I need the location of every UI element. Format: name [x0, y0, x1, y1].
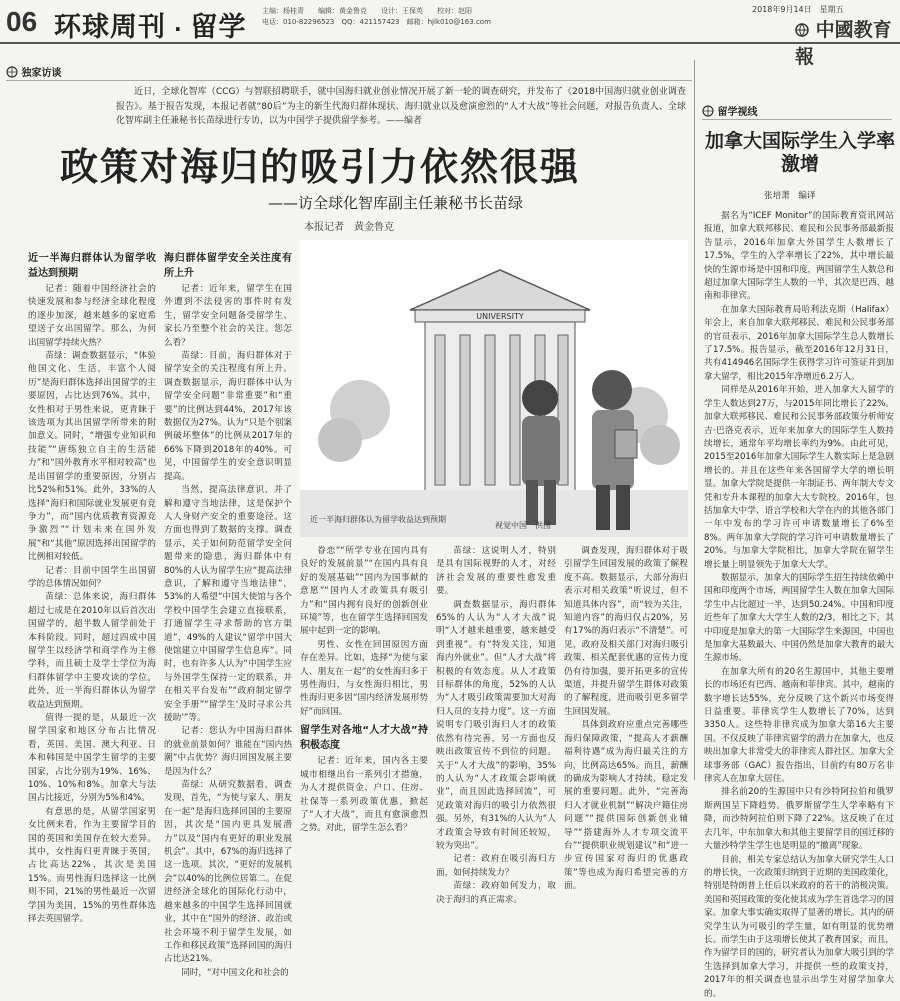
newspaper-name: 中國教育報	[795, 19, 892, 68]
divider	[702, 119, 892, 120]
paragraph: 记者：政府在吸引海归方面，如何持续发力？	[436, 854, 556, 878]
tag-label: 独家访谈	[21, 68, 62, 79]
paragraph: 记者：目前中国学生出国留学的总体情况如何？	[28, 565, 156, 589]
paragraph: 男性、女性在回国原因方面存在差异。比如，选择“为使与家人、朋友在一起”的女性海归多于男性海归，与女性海归相比，男性海归更多因“国内经济发展形势好”而回国。	[300, 639, 428, 717]
paragraph: 同时，“对中国文化和社会的	[181, 967, 289, 978]
section-heading: 近一半海归群体认为留学收益达到预期	[28, 253, 156, 279]
paragraph: 眷恋”“所学专业在国内具有良好的发展前景”“在国内具有良好的发展基础”“国内为国事献的意愿”“国内人才政策具有吸引力”和“国内拥有良好的创新创业环境”等，也在留学生选择回国发展中起到一定的影响。	[300, 546, 428, 637]
section-heading: 留学生对各地“人才大战”持积极态度	[300, 725, 428, 752]
paragraph: 具体到政府应重点完善哪些海归保障政策，“提高人才薪酬福利待遇”成为海归最关注的方向，比例高达65%。而且，薪酬的确成为影响人才持续、稳定发展的重要问题。此外，“完善海归人才就业机制”“解决户籍住房问题”“提供国际创新创业辅导”“搭建海外人才专项交流平台”“提供职业规划建议”和“进一步宣传国家对海归的优惠政策”等也成为海归希望完善的方面。	[564, 720, 688, 892]
editor-info	[262, 6, 522, 28]
page-number: 06	[6, 6, 38, 37]
editor-line: 主编：杨桂青 编辑：黄金鲁克 设计：王保英 校对：赵阳	[262, 7, 472, 15]
sidebar-tag-label: 留学视线	[717, 107, 758, 118]
exclusive-interview-tag	[6, 64, 61, 79]
paragraph: 记者：近年来，留学生在国外遭到不法侵害的事件时有发生，留学安全问题备受留学生、家长乃至整个社会的关注。您怎么看？	[164, 284, 292, 348]
paragraph: 调查数据显示，海归群体65%的人认为“人才大战”说明“人才越来越重要，越来越受到重视”。有“特发关注，知道海内外就业”。但“人才大战”将积极的有效态度。从人才政策目标群体的角度，52%的人认为“人才吸引政策需要加大对海归人员的支持力度”。这一方面说明专门吸引海归人才的政策依然有待完善，另一方面也反映出政策宣传不到位的问题。关于“人才大战”的影响，35%的人认为“人才政策会影响就业”，而且因此选择回流”，可见政策对海归的吸引力依然很强。另外，有31%的人认为“人才政策会导致有时间还较短，较为突出”。	[436, 599, 556, 851]
paragraph: 调查发现，海归群体对于吸引留学生回国发展的政策了解程度不高。数据显示，大部分海归表示对相关政策“听说过，但不知道具体内容”，而“较为关注，知道内容”的海归仅占20%，另有17%的海归表示“不清楚”。可见，政府及相关部门对海归吸引政策、相关配套优惠的宣传力度仍有待加强，要开拓更多的宣传渠道，并提升留学生群体对政策的了解程度，进而吸引更多留学生回国发展。	[564, 546, 688, 717]
sidebar-tag	[702, 103, 757, 118]
issue-date: 2018年9月14日 星期五	[752, 5, 844, 14]
paragraph: 当然，提高法律意识，并了解和遵守当地法律，这是保护个人人身财产安全的重要途径。这方面也得到了数据的支撑。调查显示，关于如何防范留学安全问题带来的隐患，海归群体中有80%的人认为留学生应“提高法律意识，了解和遵守当地法律”，53%的人希望“中国大使馆与各个学校中国学生会建立直接联系，打通留学生寻求帮助的官方渠道”，49%的人建议“留学中国大使馆建立中国留学生信息库”。同时，也有许多人认为“中国学生应与外国学生保持一定的联系，并在相关平台发布”“政府制定留学安全手册”“留学生‘及时寻求公共援助’”等。	[164, 485, 292, 723]
paragraph: 苗绿：目前，海归群体对于留学安全的关注程度有所上升。调查数据显示，海归群体中认为留学安全问题“非常重要”和“重要”的比例达到44%，2017年该数据仅为27%。认为“只是个别案例破坏整体”的比例从2017年的66%下降到2018年的40%。可见，中国留学生的安全意识明显提高。	[164, 351, 292, 482]
paragraph: 值得一提的是，从最近一次留学国家和地区分布占比情况看，英国、美国、澳大利亚、日本和韩国是中国学生留学的主要国家，占比分别为19%、16%、10%、10%和8%。加拿大与法国占比接近，分别为5%和4%。	[28, 713, 156, 804]
column-5	[564, 545, 688, 892]
section-title: 环球周刊 · 留学	[54, 12, 247, 43]
masthead	[0, 0, 900, 68]
paragraph: 有意思的是，从留学国家男女比例来看，作为主要留学目的国的英国和美国存在较大差异。其中，女性海归更青睐于英国，占比高达22%，其次是美国15%。而男性海归选择这一比例则不同，21%的男性最近一次留学国为美国，15%的男性群体选择去英国留学。	[28, 806, 156, 925]
column-3	[300, 545, 428, 834]
article-intro: 近日，全球化智库（CCG）与智联招聘联手，就中国海归就业创业情况开展了新一轮的调查研究，并发布了《2018中国海归就业创业调查报告》。基于报告发现，本报记者就“80后”为主的新生代海归群体现状、海归就业以及愈演愈烈的“人才大战”等社会问题，对报告负责人、全球化智库副主任兼秘书长苗绿进行专访，以为中国学子提供留学参考。——编者	[116, 87, 686, 126]
sidebar-title: 加拿大国际学生入学率激增	[704, 130, 895, 175]
paragraph: 记者：您认为中国海归群体的就业前景如何？谁能在“国内热潮”中占优势？海归回国发展主要是因为什么？	[164, 726, 292, 777]
byline: 本报记者 黄金鲁克	[304, 222, 394, 233]
globe-icon	[702, 105, 714, 117]
university-illustration	[300, 240, 688, 537]
section-suffix: 留学	[190, 12, 247, 43]
paragraph: 据名为“ICEF Monitor”的国际教育资讯网站报道，加拿大联邦移民、难民和公民事务部最新报告显示，2016年加拿大外国学生人数增长了17.5%，学生的入学率增长了22%，其中增长最快的生源市场是中国和印度，两国留学生人数总和超过加拿大国际学生人数的一半，其次是巴西、越南和菲律宾。	[704, 211, 894, 302]
illustration-caption: 近一半海归群体认为留学收益达到预期	[310, 515, 446, 524]
paragraph: 苗绿：总体来说，海归群体超过七成是在2010年以后首次出国留学的，超半数人留学前处于本科阶段。同时，超过四成中国留学生以经济学和商学作为主修学科，而且硕士及学士学位为海归群体留学中主要攻读的学位。此外，近一半海归群体认为留学收益达到预期。	[28, 592, 156, 710]
globe-icon	[795, 23, 809, 37]
paragraph: 数据显示，加拿大的国际学生招生持续依赖中国和印度两个市场，两国留学生人数在加拿大国际学生中占比超过一半，达到50.24%。中国和印度近些年了加拿大大学生人数的2/3，相比之下，其中印度是加拿大的第一大国际学生来源国，中国也是加拿大基数最大、中国仍然是加拿大教育的最大生源市场。	[704, 572, 894, 664]
column-divider	[694, 60, 695, 780]
university-banner: UNIVERSITY	[476, 312, 524, 321]
paragraph: 记者：随着中国经济社会的快速发展和参与经济全球化程度的逐步加深，越来越多的家庭希望送子女出国留学。那么，为何出国留学持续火热？	[28, 284, 156, 348]
globe-icon	[6, 66, 18, 78]
column-1	[28, 247, 156, 925]
column-2	[164, 247, 292, 978]
paragraph: 目前，相关专家总结认为加拿大研究学生人口的增长快，一次政策归纳到于近期的美国政策化，特别是特朗普上任后以来政府的若干的消极决策。美国和英国政策的变化使其成为学生首选学习的国家。加拿大事实确实取得了显著的增长。其内的研究学生认为可吸引的学生量，如有明显的优势增长。而学生由于这项增长使其了教育国家，而且，作为留学目的国的，研究者认为加拿大吸引到的学生选择到加拿大学习，并提供一些的政策支持，2017年的相关调查也显示出学生对留学加拿大的。	[704, 854, 894, 999]
paragraph: 苗绿：这说明人才，特别是具有国际视野的人才，对经济社会发展的重要性愈发重要。	[436, 546, 556, 597]
paragraph: 苗绿：从研究数据看，调查发现，首先，“为使与家人、朋友在一起”是海归选择回国的主要原因，其次是“国内更具发展潜力”以及“国内有更好的职业发展机会”。其中，67%的海归选择了这一选项。其次，“更好的发展机会”以40%的比例位居第二。在促进经济全球化的国际化行动中，越来越多的中国学生选择回国就业，其中在“国外的经济、政治或社会环境不利于留学生发展，如工作和移民政策”选择回国的海归占比达21%。	[164, 780, 292, 965]
section-name: 环球周刊	[54, 12, 166, 43]
paragraph: 苗绿：调查数据显示，“体验他国文化、生活，丰富个人阅历”是海归群体选择出国留学的主要原因，占比达到76%。其中，女性相对于男性来说，更青睐于该选项为其出国留学所带来的附加意义。同时，“增强专业知识和技能”“唐练独立自主的生活能力”和“国外教育水平相对较高”也是出国留学的重要原因，分别占比52%和51%。此外，33%的人选择“海归和国际就业发展更有竞争力”，而“国内优质教育资源竞争激烈”“计划未来在国外发展”和“其他”原因选择出国留学的比例相对较低。	[28, 351, 156, 563]
section-heading: 海归群体留学安全关注度有所上升	[164, 253, 292, 279]
sidebar-author: 张培萧 编译	[764, 191, 816, 201]
paragraph: 苗绿：政府如何发力，取决于海归的真正需求。	[436, 881, 556, 905]
sidebar-body	[704, 210, 894, 999]
subheadline: ——访全球化智库副主任兼秘书长苗绿	[268, 194, 524, 212]
paragraph: 在加拿大国际教育局哈利法克斯（Halifax）年会上，来自加拿大联邦移民、难民和公民事务部的官员表示，2016年加拿大国际学生总人数增长了17.5%。报告显示，截至2016年12月31日，共有414946名国际学生获得学习许可签证并到加拿大留学，相比2015年净增近6.2万人。	[704, 304, 894, 382]
contact-line: 电话：010-82296523 QQ：421157423 邮箱：hjlk010@163.com	[262, 18, 491, 26]
paragraph: 排名前20的生源国中只有沙特阿拉伯和俄罗斯两国呈下降趋势。俄罗斯留学生人学率略有下降，而沙特阿拉伯则下降了22%。这反映了在过去几年，中东加拿大和其他主要留学目的国迁移的大量沙特学生学生也是明显的“撤离”现象。	[704, 787, 894, 852]
paragraph: 同样是从2016年开始，进入加拿大人留学的学生人数达到27万，与2015年同比增长了22%。加拿大联邦移民、难民和公民事务部政策分析师安吉·巴洛克表示，近年来加拿大的国际学生人数持续增长，通常年平均增长率约为9%。由此可见，2015至2016年加拿大国际学生人数实际上是急剧增长的。并且在这些年来各国留学大学的增长明显。加拿大学院是提供一年制证书、两年制大专文凭和专升本课程的加拿大大专院校。2016年，包括加拿大中学、语言学校和大学在内的其他各部门一年中发布的学习许可申请数量增长了6%至8%。两年加拿大学院的学习许可申请数量增长了20%。与加拿大学院相比，加拿大学院在留学生增长量上明显领先于加拿大大学。	[704, 385, 894, 570]
column-4	[436, 545, 556, 905]
illustration	[300, 240, 688, 537]
divider	[6, 80, 692, 81]
photo-credit: 视觉中国 供图	[495, 521, 551, 530]
paragraph: 记者：近年来，国内各主要城市相继出台一系列引才措施，为人才提供资金、户口、住房、社保等一系列政策优惠，掀起了“人才大战”，而且有愈演愈烈之势。对此，留学生怎么看？	[300, 756, 428, 834]
newspaper-logo	[795, 15, 900, 69]
paragraph: 在加拿大所有的20名生源国中，其他主要增长的市场还有巴西、越南和菲律宾。其中，越南的数字增长达55%，充分反映了这个新兴市场变得日益重要。菲律宾学生人数增长了70%，达到3350人。这些特非律宾成为加拿大第16大主要国。不仅反映了菲律宾留学的潜力在加拿大，也反映出加拿大非常受大的菲律宾人群社区。加拿大全球事务部（GAC）报告指出，目前约有80万名非律宾人在加拿大居住。	[704, 666, 894, 785]
headline: 政策对海归的吸引力依然很强	[60, 144, 581, 189]
